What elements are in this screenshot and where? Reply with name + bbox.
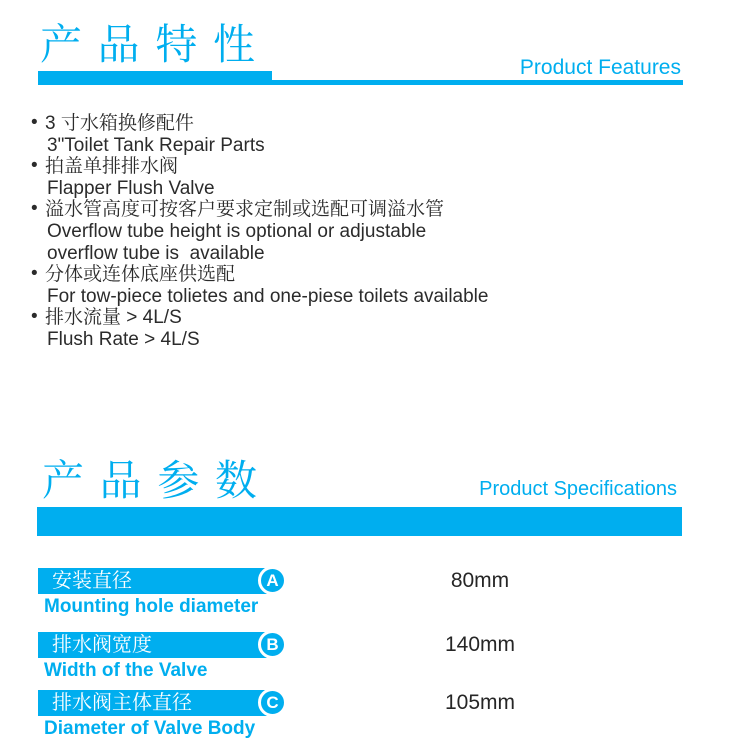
spec-label-cn: 排水阀宽度 — [52, 634, 152, 656]
feature-text-cn: • 排水流量 > 4L/S — [31, 307, 691, 329]
spec-label-en: Mounting hole diameter — [44, 596, 259, 617]
specs-title-cn: 产 品 参 数 — [42, 457, 260, 504]
feature-item — [31, 113, 691, 156]
spec-badge-a: A — [258, 566, 287, 595]
feature-text-en: 3"Toilet Tank Repair Parts — [47, 134, 265, 156]
spec-value: 80mm — [450, 569, 510, 592]
spec-row — [0, 568, 732, 630]
feature-text-cn: • 3 寸水箱换修配件 — [31, 113, 691, 135]
features-title-underline-thick — [38, 71, 272, 85]
spec-row — [0, 632, 732, 694]
spec-label-bar — [38, 690, 278, 716]
feature-item — [31, 199, 691, 264]
spec-label-cn: 排水阀主体直径 — [52, 692, 192, 714]
feature-text-cn: • 分体或连体底座供选配 — [31, 264, 691, 286]
feature-item — [31, 264, 691, 307]
specs-title-en: Product Specifications — [479, 478, 677, 500]
spec-badge-c: C — [258, 688, 287, 717]
spec-row — [0, 690, 732, 752]
spec-label-bar — [38, 632, 278, 658]
feature-text-en: Overflow tube height is optional or adjustable — [47, 220, 427, 242]
feature-text-cn: • 拍盖单排排水阀 — [31, 156, 691, 178]
spec-value: 140mm — [444, 633, 516, 656]
spec-label-en: Width of the Valve — [44, 660, 208, 681]
spec-badge-b: B — [258, 630, 287, 659]
features-title-cn: 产 品 特 性 — [40, 21, 258, 68]
features-title-underline-thin — [272, 80, 683, 85]
feature-text-cn: • 溢水管高度可按客户要求定制或选配可调溢水管 — [31, 199, 691, 221]
specs-title-underline-bar — [37, 507, 682, 536]
features-list — [31, 113, 691, 351]
spec-label-bar — [38, 568, 278, 594]
feature-text-en: overflow tube is available — [47, 242, 265, 264]
features-title-en: Product Features — [519, 56, 681, 79]
spec-label-en: Diameter of Valve Body — [44, 718, 256, 739]
spec-value: 105mm — [444, 691, 516, 714]
feature-text-en: Flush Rate > 4L/S — [47, 328, 200, 350]
feature-item — [31, 156, 691, 199]
spec-label-cn: 安装直径 — [52, 570, 132, 592]
feature-item — [31, 307, 691, 350]
feature-text-en: For tow-piece tolietes and one-piese toilets available — [47, 285, 489, 307]
feature-text-en: Flapper Flush Valve — [47, 177, 215, 199]
